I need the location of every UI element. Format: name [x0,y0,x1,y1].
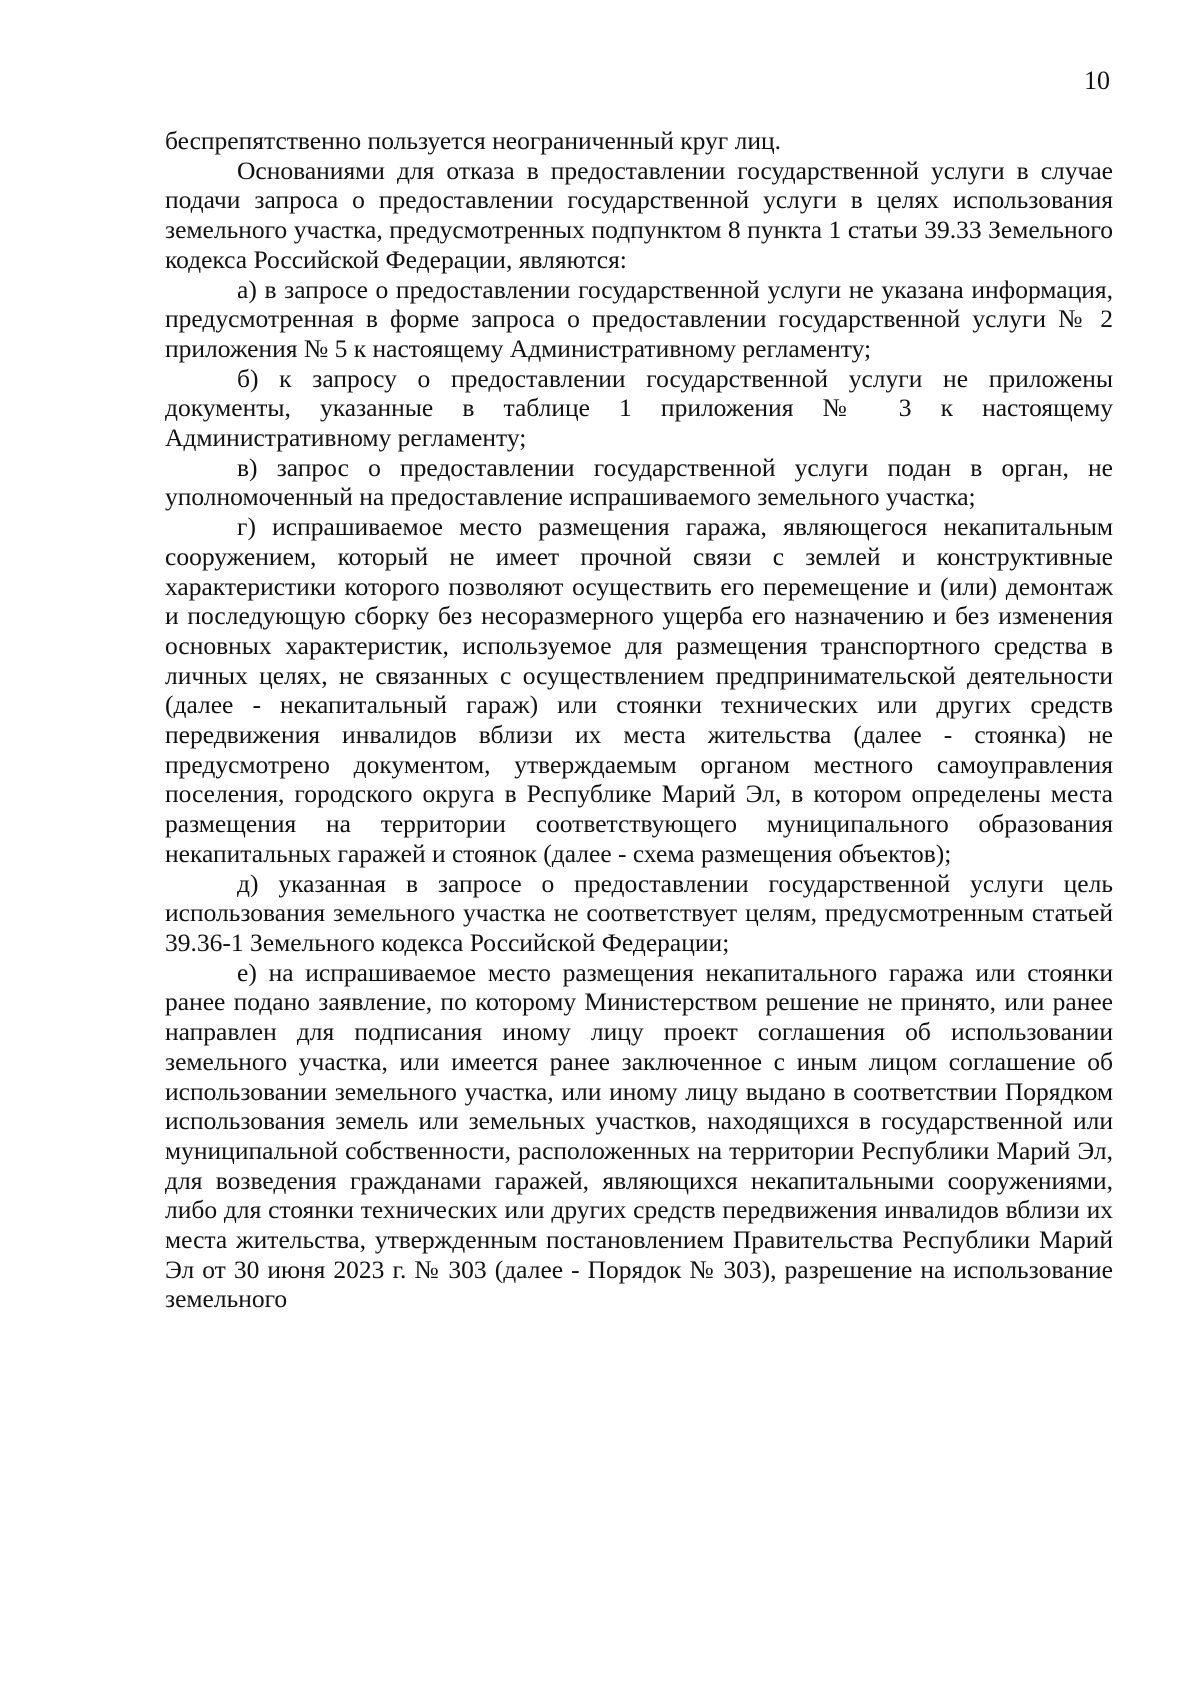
paragraph-grounds-intro: Основаниями для отказа в предоставлении государственной услуги в случае подачи запроса о предоставлении государственной услуги в целях использования земельного участка, предусмотренных подпунктом 8 пункта 1 статьи 39.33 Земельного кодекса Российской Федерации, являются: [165,155,1113,274]
page-number: 10 [1084,66,1110,95]
paragraph-item-d: д) указанная в запросе о предоставлении государственной услуги цель использования земельного участка не соответствует целям, предусмотренным статьей 39.36-1 Земельного кодекса Российской Федерации; [165,868,1113,957]
paragraph-item-g: г) испрашиваемое место размещения гаража, являющегося некапитальным сооружением, который не имеет прочной связи с землей и конструктивные характеристики которого позволяют осуществить его перемещение и (или) демонтаж и последующую сборку без несоразмерного ущерба его назначению и без изменения основных характеристик, используемое для размещения транспортного средства в личных целях, не связанных с осуществлением предпринимательской деятельности (далее - некапитальный гараж) или стоянки технических или других средств передвижения инвалидов вблизи их места жительства (далее - стоянка) не предусмотрено документом, утверждаемым органом местного самоуправления поселения, городского округа в Республике Марий Эл, в котором определены места размещения на территории соответствующего муниципального образования некапитальных гаражей и стоянок (далее - схема размещения объектов); [165,512,1113,868]
paragraph-item-e: е) на испрашиваемое место размещения некапитального гаража или стоянки ранее подано заявление, по которому Министерством решение не принято, или ранее направлен для подписания иному лицу проект соглашения об использовании земельного участка, или имеется ранее заключенное с иным лицом соглашение об использовании земельного участка, или иному лицу выдано в соответствии Порядком использования земель или земельных участков, находящихся в государственной или муниципальной собственности, расположенных на территории Республики Марий Эл, для возведения гражданами гаражей, являющихся некапитальными сооружениями, либо для стоянки технических или других средств передвижения инвалидов вблизи их места жительства, утвержденным постановлением Правительства Республики Марий Эл от 30 июня 2023 г. № 303 (далее - Порядок № 303), разрешение на использование земельного [165,957,1113,1314]
paragraph-item-b: б) к запросу о предоставлении государственной услуги не приложены документы, указанные в таблице 1 приложения № 3 к настоящему Административному регламенту; [165,363,1113,453]
paragraph-continuation: беспрепятственно пользуется неограниченный круг лиц. [165,126,782,155]
document-body [165,126,1113,1314]
paragraph-item-v: в) запрос о предоставлении государственной услуги подан в орган, не уполномоченный на предоставление испрашиваемого земельного участка; [165,452,1113,512]
paragraph-item-a: а) в запросе о предоставлении государственной услуги не указана информация, предусмотренная в форме запроса о предоставлении государственной услуги № 2 приложения № 5 к настоящему Административному регламенту; [165,274,1113,363]
